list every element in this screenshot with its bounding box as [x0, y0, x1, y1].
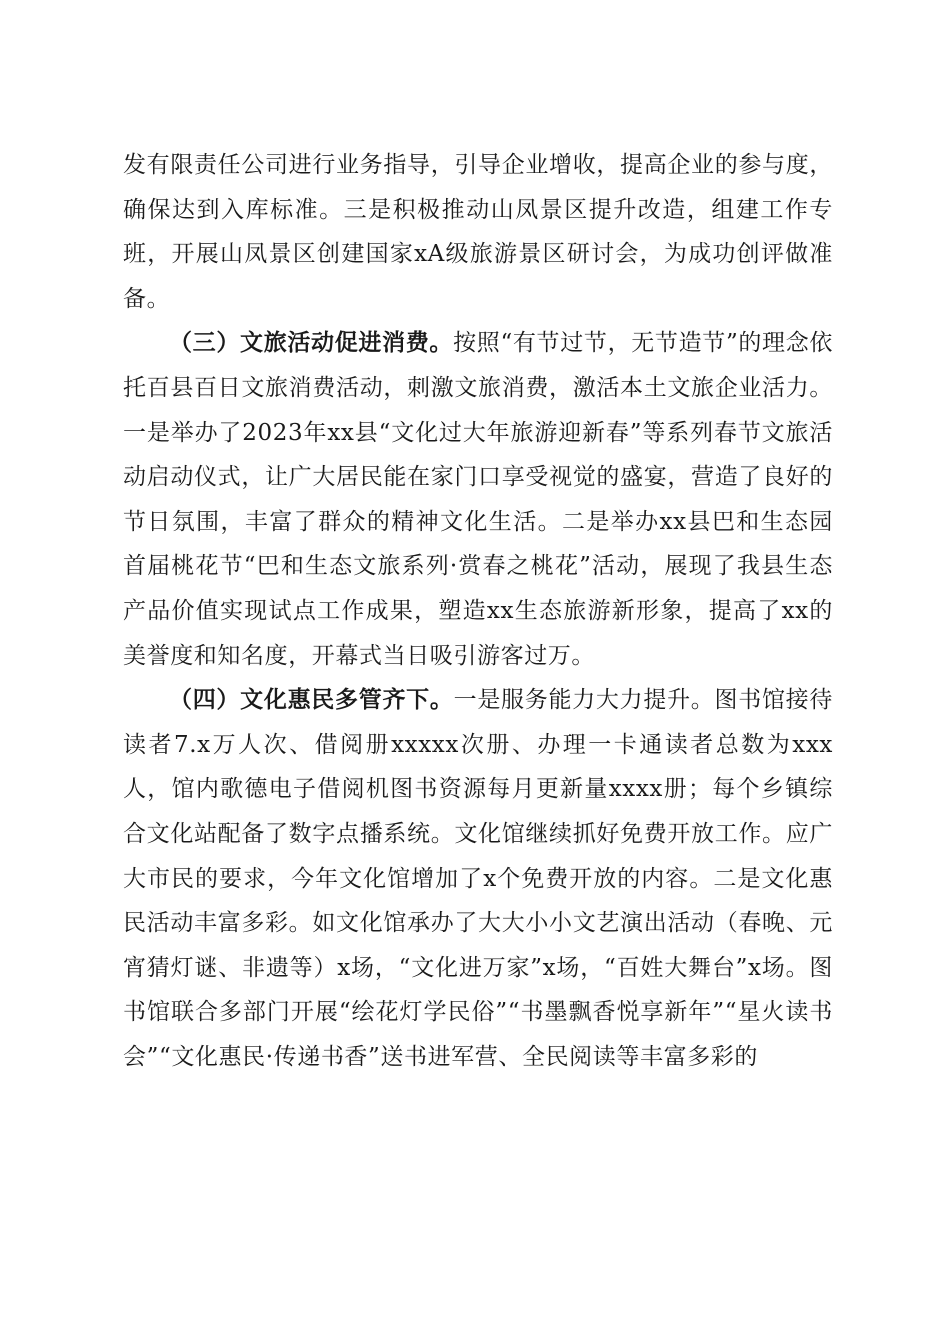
paragraph-section-3 [123, 321, 833, 678]
paragraph-continued [123, 143, 833, 321]
section-heading: （四）文化惠民多管齐下。 [169, 686, 454, 714]
paragraph-text: 按照“有节过节，无节造节”的理念依托百县百日文旅消费活动，刺激文旅消费，激活本土文旅企业活力。一是举办了2023年xx县“文化过大年旅游迎新春”等系列春节文旅活动启动仪式，让广大居民能在家门口享受视觉的盛宴，营造了良好的节日氛围，丰富了群众的精神文化生活。二是举办xx县巴和生态园首届桃花节“巴和生态文旅系列·赏春之桃花”活动，展现了我县生态产品价值实现试点工作成果，塑造xx生态旅游新形象，提高了xx的美誉度和知名度，开幕式当日吸引游客过万。 [123, 330, 833, 669]
paragraph-text: 发有限责任公司进行业务指导，引导企业增收，提高企业的参与度，确保达到入库标准。三是积极推动山凤景区提升改造，组建工作专班，开展山凤景区创建国家xA级旅游景区研讨会，为成功创评做准备。 [123, 152, 833, 312]
paragraph-section-4 [123, 678, 833, 1079]
document-body [123, 143, 833, 1079]
paragraph-text: 一是服务能力大力提升。图书馆接待读者7.x万人次、借阅册xxxxx次册、办理一卡通读者总数为xxx人，馆内歌德电子借阅机图书资源每月更新量xxxx册；每个乡镇综合文化站配备了数字点播系统。文化馆继续抓好免费开放工作。应广大市民的要求，今年文化馆增加了x个免费开放的内容。二是文化惠民活动丰富多彩。如文化馆承办了大大小小文艺演出活动（春晚、元宵猜灯谜、非遗等）x场，“文化进万家”x场，“百姓大舞台”x场。图书馆联合多部门开展“绘花灯学民俗”“书墨飘香悦享新年”“星火读书会”“文化惠民·传递书香”送书进军营、全民阅读等丰富多彩的 [123, 687, 833, 1070]
section-heading: （三）文旅活动促进消费。 [169, 329, 454, 357]
